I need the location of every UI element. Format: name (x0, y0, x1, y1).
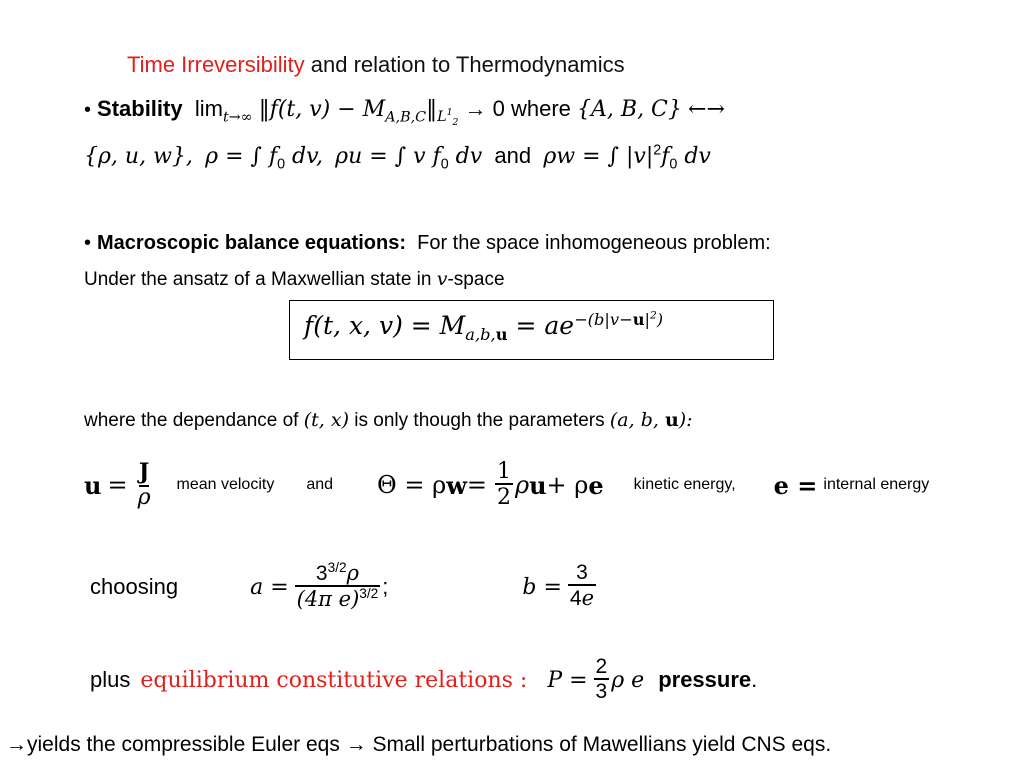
title-highlight: Time Irreversibility (127, 52, 305, 77)
internal-energy-label: internal energy (823, 476, 930, 493)
pressure-label: pressure (658, 667, 752, 692)
choosing-label: choosing (90, 574, 179, 599)
stability-line-2: {ρ, u, w}, ρ = ∫ $f_0$ dv, ρu = ∫ v $f_0$ dv and ρw = ∫ $|v|^2f_0$ dv (84, 142, 711, 173)
macro-tail: For the space inhomogeneous problem: (417, 232, 771, 254)
macro-line-2: Under the ansatz of a Maxwellian state in v-space (84, 268, 505, 290)
u-symbol: u (84, 470, 102, 500)
maxwellian-formula-box (289, 300, 774, 360)
norm-subscript: L12 (437, 107, 459, 129)
lim-text: lim (194, 96, 223, 121)
stability-expression: ‖f(t, v) − M (258, 97, 386, 122)
rhow-eq: ρw = ∫ |v| (543, 144, 654, 169)
lim-subscript: t→∞ (222, 109, 253, 126)
J-over-rho: $\frac{J}{\rho}$ (137, 459, 151, 511)
dependance-line: where the dependance of (t, x) is only though the parameters (a, b, u): (84, 409, 693, 431)
half-fraction: $\frac{1}{2}$ (496, 458, 511, 510)
title-rest: and relation to Thermodynamics (310, 52, 625, 77)
and-text: and (494, 143, 532, 168)
bullet-icon: • (84, 99, 92, 121)
macro-line-1 (84, 232, 771, 255)
a-fraction: $\frac{3^{3/2}\rho}{(4\pi e)^{3/2}}$ (296, 559, 379, 611)
norm-close: ‖ (426, 97, 438, 122)
kinetic-energy-label: kinetic energy, (633, 476, 736, 493)
constitutive-label: equilibrium constitutive relations : (140, 667, 528, 693)
macro-label: Macroscopic balance equations: (97, 232, 406, 254)
b-fraction: $\frac{3}{4e}$ (569, 561, 595, 611)
variables-row: u = $\frac{J}{\rho}$ mean velocity and Θ = ρ w = $\frac{1}{2}$ ρ u + ρ e kinetic energy, e = internal energy (84, 458, 930, 511)
stability-label: Stability (97, 96, 183, 121)
maxwellian-formula: f(t, x, $v) = M_{a,b,u} = ae^{-(b|v-u|^2)}$ (304, 309, 664, 344)
rhou-eq: ρu = ∫ v f (335, 144, 441, 169)
stability-line-1 (84, 96, 725, 129)
bullet-icon: • (84, 232, 92, 254)
and-label: and (306, 476, 334, 493)
set-abc: {A, B, C} (577, 97, 682, 122)
set-rho-u-w: {ρ, u, w}, (84, 144, 193, 169)
constitutive-relations-row: plus equilibrium constitutive relations : P = $\frac{2}{3}$ ρ e pressure . (90, 654, 758, 703)
M-subscript: A,B,C (385, 109, 427, 126)
footer-conclusion: →yields the compressible Euler eqs → Small perturbations of Mawellians yield CNS eqs. (6, 733, 832, 756)
two-thirds-fraction: $\frac{2}{3}$ (595, 654, 608, 703)
slide-title (127, 52, 625, 78)
longarrow: ←→ (688, 97, 725, 122)
choosing-row: choosing a = $\frac{3^{3/2}\rho}{(4\pi e)^{3/2}}$ ; b = $\frac{3}{4e}$ (90, 559, 595, 611)
rho-eq: ρ = ∫ f (205, 144, 278, 169)
mean-velocity-label: mean velocity (176, 476, 275, 493)
arrow-text: → 0 where (464, 96, 571, 121)
